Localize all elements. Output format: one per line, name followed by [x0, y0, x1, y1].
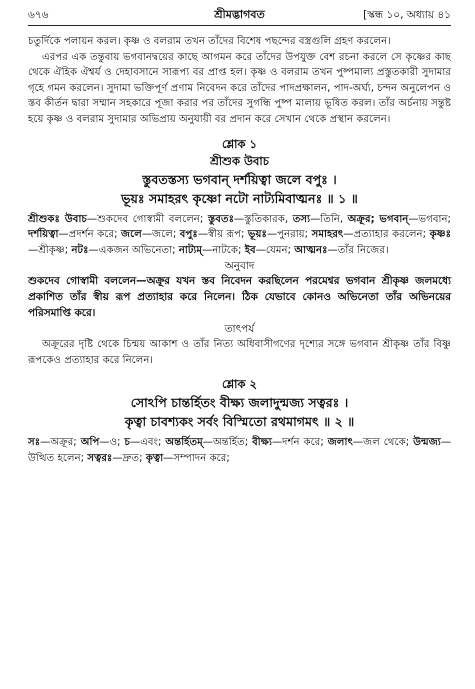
verse-1-synonym-word: সমাহরৎ — [311, 229, 344, 241]
page-number: ৬৭৬ — [28, 9, 49, 21]
verse-1-synonym-word: স্তুবতঃ — [207, 213, 235, 225]
verse-1-synonym-meaning: —পুনরায়; — [266, 229, 309, 241]
verse-1-synonyms — [28, 212, 451, 259]
verse-1-synonym-meaning: —স্তুতিকারক, — [234, 213, 289, 225]
verse-2-line-1: সোঽপি চান্তর্হিতং বীক্ষ্য জলাদুন্মজ্য সত্বরঃ । — [130, 395, 349, 411]
chapter-reference: [স্কন্ধ ১০, অধ্যায় ৪১ — [363, 9, 451, 21]
verse-1-purport-label: তাৎপর্য — [224, 323, 255, 336]
verse-2-line-2: কৃত্বা চাবশ্যকং সর্বং বিস্মিতো রথমাগমৎ ॥ ২ ॥ — [124, 414, 355, 430]
verse-1-synonym-word: বপুঃ — [179, 229, 198, 241]
verse-1-translation: শুকদেব গোস্বামী বললেন—অক্রূর যখন স্তব নিবেদন করছিলেন পরমেশ্বর ভগবান শ্রীকৃষ্ণ জলমধ্যে প্রকাশিত তাঁর স্বীয় রূপ প্রত্যাহার করে নিলেন। ঠিক যেভাবে কোনও অভিনেতা তাঁর অভিনয়ের পরিসমাপ্তি করে। — [28, 275, 451, 319]
verse-2-synonym-meaning: —দর্শন করে; — [271, 437, 324, 449]
verse-2-synonym-meaning: —অক্রূর; — [40, 437, 77, 449]
verse-2-synonym-word: চ — [124, 437, 130, 449]
verse-2-synonym-meaning: —সম্পাদন করে; — [163, 452, 230, 464]
verse-1-synonym-meaning: —শুকদেব গোস্বামী বললেন; — [86, 213, 204, 225]
verse-2-synonyms — [28, 435, 451, 466]
verse-1-synonym-meaning: —স্বীয় রূপ; — [197, 229, 245, 241]
verse-2-synonym-word: অপি — [80, 437, 100, 449]
verse-1-synonym-word: ইব — [244, 244, 256, 256]
verse-1-synonym-meaning: —তাঁর নিজের। — [327, 244, 389, 256]
verse-1-synonym-word: ভূয়ঃ — [247, 229, 267, 241]
verse-2-synonym-meaning: —দ্রুত; — [112, 452, 143, 464]
verse-1-line-1: স্তুবতস্তস্য ভগবান্ দর্শয়িত্বা জলে বপুঃ । — [142, 171, 337, 187]
verse-1-line-2: ভূয়ঃ সমাহরৎ কৃষ্ণো নটো নাট্যমিবাত্মনঃ ॥ ১ ॥ — [121, 190, 358, 206]
verse-1-synonym-meaning: —যেমন; — [255, 244, 292, 256]
verse-1-synonym-meaning: —একজন অভিনেতা; — [88, 244, 176, 256]
intro-paragraph-1: চতুর্দিকে পলায়ন করল। কৃষ্ণ ও বলরাম তখন তাঁদের বিশেষ পছন্দের বস্ত্রগুলি গ্রহণ করলেন। — [28, 36, 391, 47]
verse-1-synonym-word: আত্মনঃ — [294, 244, 328, 256]
page-body — [28, 34, 451, 467]
verse-1-synonym-word: দর্শয়িত্বা — [28, 229, 59, 241]
verse-1-synonym-meaning: —প্রত্যাহার করলেন; — [343, 229, 427, 241]
verse-1-synonym-meaning: —ভগবান; — [408, 213, 451, 225]
verse-1-synonym-word: জলে — [121, 229, 142, 241]
verse-2-synonym-word: উন্মজ্য — [413, 437, 441, 449]
verse-2-synonym-word: কৃত্বা — [145, 452, 164, 464]
verse-2-synonym-word: অন্তর্হিতম্ — [165, 437, 203, 449]
verse-2-synonym-word: বীক্ষ্য — [252, 437, 272, 449]
intro-paragraph-2: এরপর এক তন্তুবায় ভগবানদ্বয়ের কাছে আগমন করে তাঁদের উপযুক্ত বেশ রচনা করলে সে কৃষ্ণের কাছ থেকে ঐহিক ঐশ্বর্য ও দেহাবসানে সারূপ্য বর প্রাপ্ত হল। কৃষ্ণ ও বলরাম তখন পুষ্পমাল্য প্রস্তুতকারী সুদামার গৃহে গমন করলেন। সুদামা ভক্তিপূর্ণ প্রণাম নিবেদন করে তাঁদের পাদপ্রক্ষালন, পাদ-অর্ঘ্য, চন্দন অনুলেপন ও স্তব কীর্তন দ্বারা সম্মান সহকারে পূজা করার পর তাঁদের সুগন্ধি পুষ্প মালায় ভূষিত করল। তাঁর অর্চনায় সন্তুষ্ট হয়ে কৃষ্ণ ও বলরাম সুদামার অভিপ্রায় অনুযায়ী বর প্রদান করে সেখান থেকে প্রস্থান করলেন। — [28, 51, 451, 125]
verse-2-synonym-meaning: —উত্থিত হলেন; — [28, 437, 451, 464]
verse-1-synonym-word: অক্রূর; — [347, 213, 375, 225]
verse-2-synonym-meaning: —ও; — [99, 437, 121, 449]
verse-1-synonym-word: নাট্যম্ — [178, 244, 203, 256]
verse-1-synonym-meaning: —প্রদর্শন করে; — [58, 229, 118, 241]
verse-2-synonym-word: জলাৎ — [327, 437, 353, 449]
verse-1-synonym-word: শ্রীশুকঃ উবাচ — [28, 213, 87, 225]
verse-1-synonym-word: কৃষ্ণঃ — [429, 229, 452, 241]
verse-1-translation-label: অনুবাদ — [224, 260, 255, 273]
verse-2-synonym-word: সত্বরঃ — [87, 452, 113, 464]
running-header — [28, 8, 451, 22]
verse-1-synonym-word: নটঃ — [71, 244, 89, 256]
verse-1-synonym-word: তস্য — [292, 213, 311, 225]
verse-1-synonym-meaning: —তিনি, — [310, 213, 344, 225]
verse-1-purport: অক্রূরের দৃষ্টি থেকে চিন্ময় আকাশ ও তাঁর নিত্য অধিবাসীগণের দৃশ্যের সঙ্গে ভগবান শ্রীকৃষ্ণ তাঁর বিষ্ণু রূপকেও প্রত্যাহার করে নিলেন। — [28, 339, 451, 366]
verse-1-speaker: শ্রীশুক উবাচ — [210, 153, 269, 168]
verse-2-synonym-meaning: —অন্তর্হিত; — [202, 437, 249, 449]
verse-1-synonym-word: ভগবান্ — [379, 213, 409, 225]
verse-1-label: শ্লোক ১ — [221, 136, 258, 151]
book-title: শ্রীমদ্ভাগবত — [214, 8, 265, 21]
verse-2-synonym-meaning: —এবং; — [129, 437, 162, 449]
verse-2-synonym-meaning: —জল থেকে; — [352, 437, 410, 449]
verse-1-synonym-meaning: —জলে; — [141, 229, 177, 241]
verse-2-synonym-word: সঃ — [28, 437, 41, 449]
verse-1-synonym-meaning: —শ্রীকৃষ্ণ; — [28, 244, 69, 256]
header-rule — [28, 25, 451, 26]
verse-2-label: শ্লোক ২ — [221, 377, 258, 392]
verse-1-synonym-meaning: —নাটকে; — [202, 244, 242, 256]
